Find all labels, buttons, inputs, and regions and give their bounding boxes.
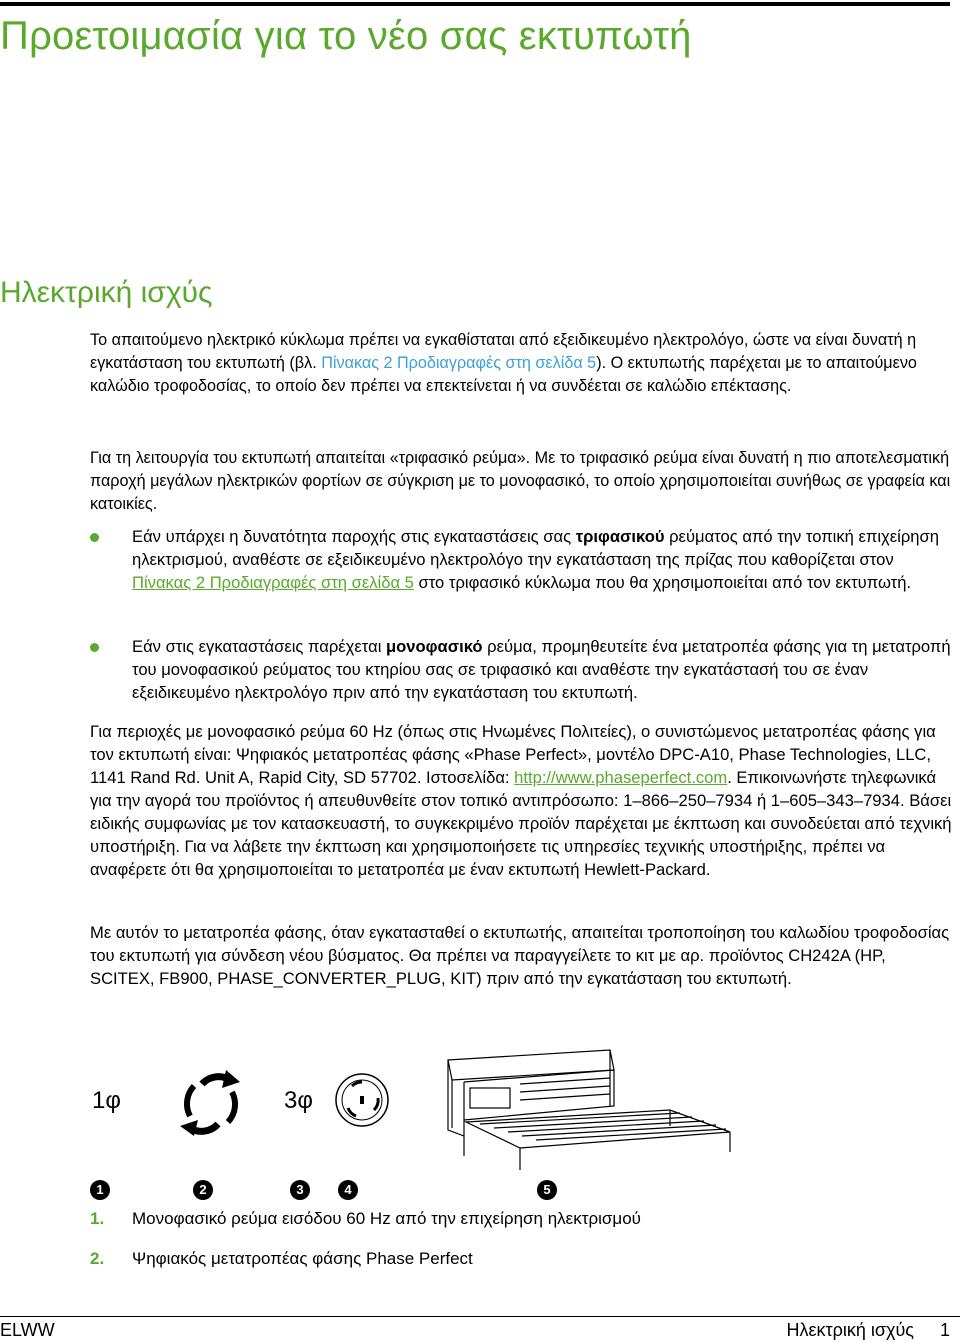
- bullet2-text-end: ρεύμα, προμηθευτείτε ένα μετατροπέα φάσης για τη μετατροπή του μονοφασικού ρεύματος του κτηρίου σας σε τριφασικό και αναθέστε την εγκατάστασή του σε έναν εξειδικευμένο ηλεκτρολόγο πριν από την εγκατάσταση του εκτυπωτή.: [132, 637, 951, 702]
- callout-5: 5: [537, 1180, 557, 1200]
- footer-doc-code: ELWW: [0, 1320, 55, 1340]
- bullet2-bold: μονοφασικό: [386, 637, 483, 656]
- caption-1: [90, 1208, 641, 1230]
- page-number: 1: [939, 1320, 950, 1340]
- section-title: Ηλεκτρική ισχύς: [0, 276, 213, 309]
- bullet1-bold: τριφασικού: [575, 527, 665, 546]
- power-diagram: [90, 1040, 960, 1180]
- label-1-phase: 1φ: [92, 1087, 121, 1114]
- bullet-dot-icon: [90, 533, 99, 542]
- bullet1-text-middle: ρεύματος από την τοπική επιχείρηση ηλεκτρισμού, αναθέστε σε εξειδικευμένο ηλεκτρολόγο την εγκατάσταση της πρίζας που καθορίζεται στον: [132, 527, 939, 569]
- paragraph-phase-converter: [90, 720, 952, 881]
- caption-2-number: 2.: [90, 1249, 105, 1268]
- bullet2-text-start: Εάν στις εγκαταστάσεις παρέχεται: [132, 637, 387, 656]
- bullet1-spec-link[interactable]: Πίνακας 2 Προδιαγραφές στη σελίδα 5: [132, 573, 414, 592]
- spec-table-link[interactable]: Πίνακας 2 Προδιαγραφές στη σελίδα 5: [321, 354, 597, 372]
- bullet-single-phase: [90, 635, 952, 704]
- paragraph-plug-kit: [90, 921, 952, 990]
- para4-text: Με αυτόν το μετατροπέα φάσης, όταν εγκατασταθεί ο εκτυπωτής, απαιτείται τροποποίηση του καλωδίου τροφοδοσίας του εκτυπωτή για σύνδεση νέου βύσματος. Θα πρέπει να παραγγείλετε το κιτ με αρ. προϊόντος CH242A (HP, SCITEX, FB900, PHASE_CONVERTER_PLUG, KIT) πριν από την εγκατάσταση του εκτυπωτή.: [90, 923, 950, 988]
- power-diagram-figure: [90, 1040, 960, 1210]
- para1-text-start: Το απαιτούμενο ηλεκτρικό κύκλωμα πρέπει να εγκαθίσταται από εξειδικευμένο ηλεκτρολόγο, ώστε να είναι δυνατή η εγκατάσταση του εκτυπωτή (βλ.: [90, 331, 917, 372]
- paragraph-power-circuit: [90, 329, 952, 398]
- label-3-phase: 3φ: [284, 1087, 313, 1114]
- footer-rule: [0, 1316, 960, 1317]
- para3-text-end: . Επικοινωνήστε τηλεφωνικά για την αγορά του προϊόντος ή απευθυνθείτε στον τοπικό αντιπρόσωπο: 1–866–250–7934 ή 1–605–343–7934. Βάσει ειδικής συμφωνίας με τον κατασκευαστή, το συγκεκριμένο προϊόν παρέχεται με έκπτωση και συνοδεύεται από τεχνική υποστήριξη. Για να λάβετε την έκπτωση και χρησιμοποιήσετε τις υπηρεσίες τεχνικής υποστήριξης, πρέπει να αναφέρετε ότι θα χρησιμοποιείται το μετατροπέα με έναν εκτυπωτή Hewlett-Packard.: [90, 768, 952, 879]
- paragraph-three-phase: [90, 447, 952, 516]
- chapter-title: Προετοιμασία για το νέο σας εκτυπωτή: [0, 14, 692, 58]
- para1-text-end: ). Ο εκτυπωτής παρέχεται με το απαιτούμενο καλώδιο τροφοδοσίας, το οποίο δεν πρέπει να επεκτείνεται ή να συνδέεται σε καλώδιο επέκτασης.: [90, 354, 917, 395]
- bullet-dot-icon: [90, 643, 99, 652]
- caption-2: [90, 1248, 473, 1270]
- para3-text-start: Για περιοχές με μονοφασικό ρεύμα 60 Hz (όπως στις Ηνωμένες Πολιτείες), ο συνιστώμενος μετατροπέας φάσης για τον εκτυπωτή είναι: Ψηφιακός μετατροπέας φάσης «Phase Perfect», μοντέλο DPC-A10, Phase Technologies, LLC, 1141 Rand Rd. Unit A, Rapid City, SD 57702. Ιστοσελίδα:: [90, 722, 936, 787]
- footer-section: [787, 1320, 950, 1341]
- bullet-three-phase: [90, 525, 952, 594]
- caption-1-text: Μονοφασικό ρεύμα εισόδου 60 Hz από την επιχείρηση ηλεκτρισμού: [132, 1209, 641, 1228]
- callout-4: 4: [338, 1180, 358, 1200]
- caption-1-number: 1.: [90, 1209, 105, 1228]
- callout-1: 1: [90, 1180, 110, 1200]
- para2-text: Για τη λειτουργία του εκτυπωτή απαιτείται «τριφασικό ρεύμα». Με το τριφασικό ρεύμα είναι δυνατή η πιο αποτελεσματική παροχή μεγάλων ηλεκτρικών φορτίων σε σύγκριση με το μονοφασικό, το οποίο χρησιμοποιείται συνήθως σε γραφεία και κατοικίες.: [90, 449, 951, 513]
- caption-2-text: Ψηφιακός μετατροπέας φάσης Phase Perfect: [132, 1249, 473, 1268]
- bullet1-text-start: Εάν υπάρχει η δυνατότητα παροχής στις εγκαταστάσεις σας: [132, 527, 576, 546]
- phaseperfect-url-link[interactable]: http://www.phaseperfect.com: [514, 768, 728, 787]
- printer-illustration: [448, 1050, 730, 1170]
- callout-2: 2: [193, 1180, 213, 1200]
- callout-3: 3: [290, 1180, 310, 1200]
- top-rule: [0, 2, 950, 6]
- bullet1-text-end: στο τριφασικό κύκλωμα που θα χρησιμοποιείται από τον εκτυπωτή.: [413, 573, 912, 592]
- three-phase-plug-icon: [336, 1074, 388, 1126]
- footer-section-title: Ηλεκτρική ισχύς: [786, 1320, 914, 1340]
- converter-arrows-icon: [180, 1070, 240, 1136]
